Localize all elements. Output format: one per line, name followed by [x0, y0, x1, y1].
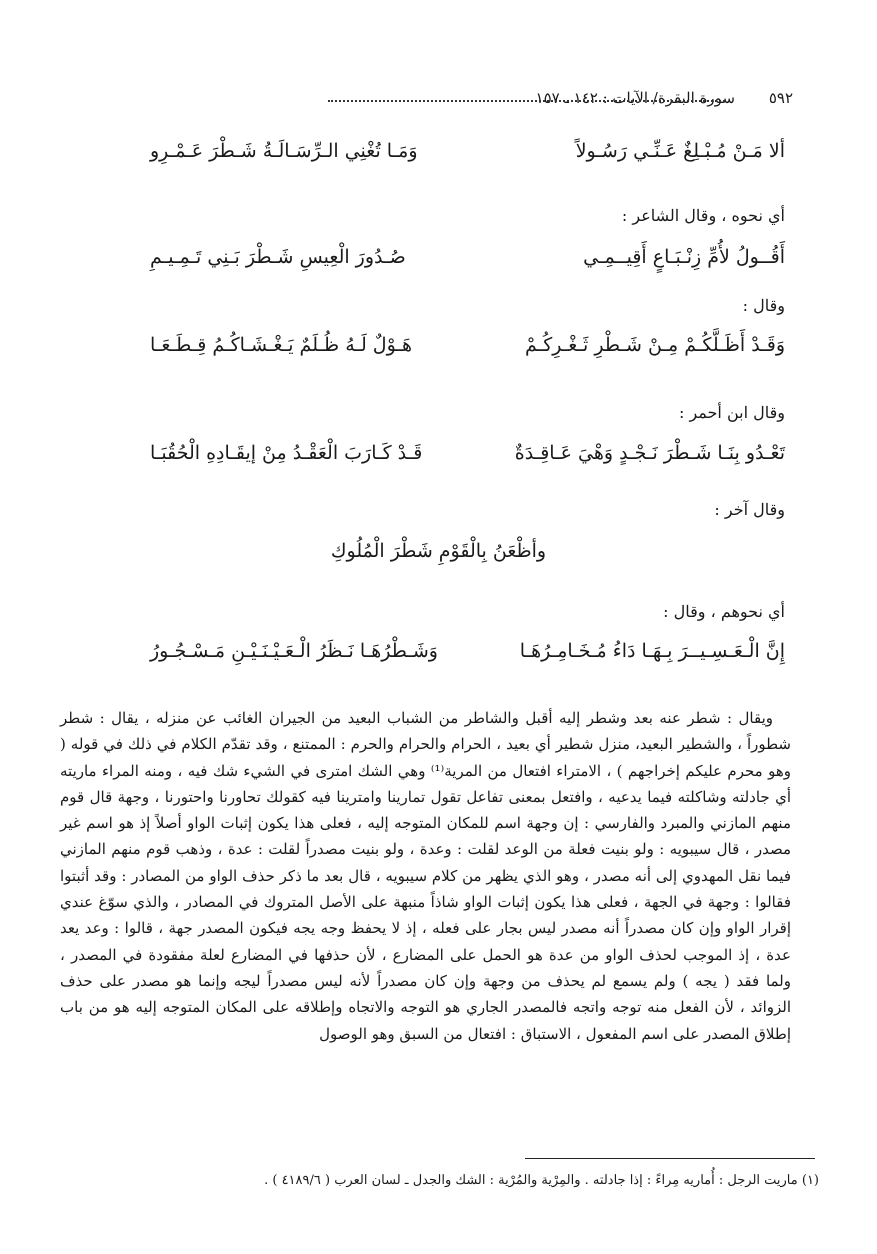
- poetry-verse: [150, 240, 785, 274]
- verse-intro: أي نحوهم ، وقال :: [663, 602, 785, 621]
- poetry-verse: [150, 134, 785, 168]
- page-header: [80, 86, 793, 110]
- running-title: سورة البقرة/ الآيات : ١٤٢ ـ ١٥٧: [535, 89, 735, 107]
- commentary-body: [60, 705, 791, 1047]
- verse-intro: أي نحوه ، وقال الشاعر :: [621, 206, 785, 225]
- verse-second-hemistich: صُـدُورَ الْعِيسِ شَـطْرَ بَـنِي تَـمِـيـمِ: [150, 246, 406, 268]
- page-number: ٥٩٢: [768, 89, 793, 107]
- verse-first-hemistich: تَعْـدُو بِنَـا شَـطْرَ نَـجْـدٍ وَهْيَ عَـاقِـدَةٌ: [514, 442, 785, 464]
- poetry-verse: [150, 436, 785, 470]
- verse-first-hemistich: أَقُــولُ لأُمِّ زِنْـبَـاعٍ أَقِيــمِـي: [583, 246, 785, 268]
- verse-first-hemistich: ألا مَـنْ مُـبْـلِغٌ عَـنِّـي رَسُـولاً: [575, 140, 785, 162]
- poetry-verse: [150, 328, 785, 362]
- verse-second-hemistich: وَشَـطْرُهَـا نَـظَرُ الْـعَـيْـنَـيْـنِ مَـسْـجُـورُ: [150, 640, 438, 662]
- verse-first-hemistich: وَقَـدْ أَظَـلَّكُـمْ مِـنْ شَـطْرِ ثَـغْـرِكُـمْ: [524, 334, 785, 356]
- verse-intro: وقال ابن أحمر :: [678, 403, 785, 422]
- header-dotted-leader: [328, 94, 725, 102]
- poetry-verse: [150, 634, 785, 668]
- commentary-paragraph: ويقال : شطر عنه بعد وشطر إليه أقبل والشاطر من الشباب البعيد من الجيران الغائب عن منزله ، يقال : شطر شطوراً ، والشطير البعيد، منزل شطير أي بعيد ، الحرام والحرام والحرم : الممتنع ، وقد تقدّم الكلام في ذلك في قوله ( وهو محرم عليكم إخراجهم ) ، الامتراء افتعال من المرية⁽¹⁾ وهي الشك امترى في الشيء شك فيه ، ومنه المراء ماريته أي جادلته وشاكلته فيما يدعيه ، وافتعل بمعنى تفاعل تقول تمارينا وامترينا فيه كقولك تحاورنا واحتورنا ، وجهة قال قوم منهم المازني والمبرد والفارسي : إن وجهة اسم للمكان المتوجه إليه ، فعلى هذا يكون إثبات الواو أصلاً إذ هو اسم غير مصدر ، قال سيبويه : ولو بنيت فعلة من الوعد لقلت : وعدة ، ولو بنيت مصدراً لقلت : عدة ، وذهب قوم منهم المازني فيما نقل المهدوي إلى أنه مصدر ، وهو الذي يظهر من كلام سيبويه ، قال بعد ما ذكر حذف الواو من المصادر : وقد أثبتوا فقالوا : وجهة في الجهة ، فعلى هذا يكون إثبات الواو شاذاً منبهة على الأصل المتروك في المصادر ، والذي سوّغ عندي إقرار الواو وإن كان مصدراً أنه مصدر ليس بجار على فعله ، إذ لا يحفظ وجه يجه فيكون المصدر جهة ، قالوا : وعد يعد عدة ، إذ الموجب لحذف الواو من عدة هو الحمل على المضارع ، لأن حذفها في المضارع لعلة مفقودة في المصدر ، ولما فقد ( يجه ) ولم يسمع لم يحذف من وجهة وإن كان مصدراً لأنه ليس مصدراً ليجه وإنما هو مصدر على حذف الزوائد ، لأن الفعل منه توجه واتجه فالمصدر الجاري هو التوجه والاتجاه وإطلاقه على المكان المتوجه إليه هو من باب إطلاق المصدر على اسم المفعول ، الاستباق : افتعال من السبق وهو الوصول: [60, 709, 792, 1043]
- footnote: (١) ماريت الرجل : أُماريه مِراءً : إذا جادلته . والمِرْية والمُرْية : الشك والجدل ـ لسان العرب ( ٤١٨٩/٦ ) .: [264, 1173, 819, 1188]
- verse-intro: وقال آخر :: [714, 500, 785, 519]
- footnote-separator: [525, 1158, 815, 1159]
- verse-second-hemistich: قَـدْ كَـارَبَ الْعَقْـدُ مِنْ إيقَـادِهِ الْحُقُبَـا: [150, 442, 423, 464]
- verse-intro: وقال :: [742, 296, 785, 315]
- verse-second-hemistich: هَـوْلٌ لَـهُ ظُـلَمٌ يَـغْـشَـاكُـمُ قِـطَـعَـا: [150, 334, 413, 356]
- poetry-verse: [0, 534, 877, 568]
- verse-single-line: وأظْعَنُ بِالْقَوْمِ شَطْرَ الْمُلُوكِ: [330, 540, 547, 562]
- verse-second-hemistich: وَمَـا تُغْنِي الـرِّسَـالَـةُ شَـطْرَ عَـمْـرِو: [150, 140, 418, 162]
- verse-first-hemistich: إِنَّ الْـعَـسِـيــرَ بِـهَـا دَاءُ مُـخَـامِـرُهَـا: [519, 640, 785, 662]
